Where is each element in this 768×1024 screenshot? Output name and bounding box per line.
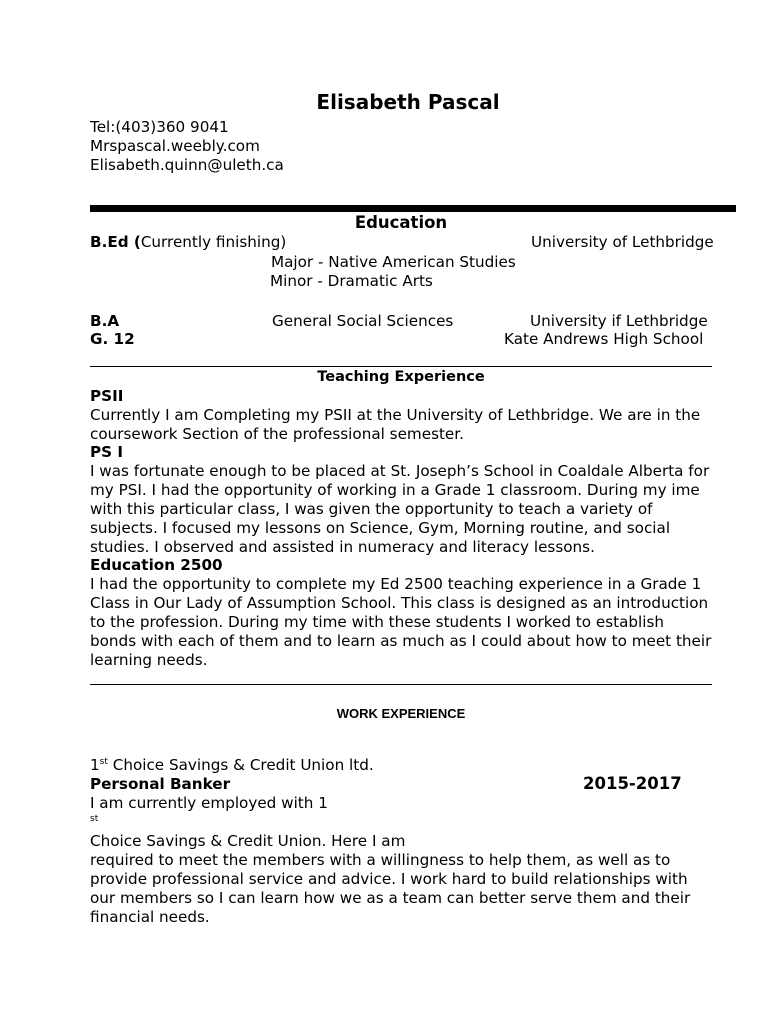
contact-website: Mrspascal.weebly.com bbox=[90, 137, 260, 155]
psii-description bbox=[90, 406, 712, 444]
line-prefix: I am currently employed with 1 bbox=[90, 794, 328, 812]
ba-school: University if Lethbridge bbox=[530, 312, 708, 330]
text-line: I was fortunate enough to be placed at St. Joseph’s School in Coaldale Alberta for bbox=[90, 462, 710, 480]
psii-title: PSII bbox=[90, 387, 124, 405]
section-divider bbox=[90, 684, 712, 685]
candidate-name: Elisabeth Pascal bbox=[316, 90, 500, 114]
bed-minor: Minor - Dramatic Arts bbox=[270, 272, 433, 290]
ed2500-title: Education 2500 bbox=[90, 556, 223, 574]
g12-label: G. 12 bbox=[90, 330, 135, 348]
education-heading: Education bbox=[354, 213, 448, 232]
g12-school: Kate Andrews High School bbox=[504, 330, 704, 348]
ed2500-description bbox=[90, 575, 712, 670]
text-line: subjects. I focused my lessons on Science, Gym, Morning routine, and social bbox=[90, 519, 671, 537]
ba-degree: B.A bbox=[90, 312, 120, 330]
text-line: Currently I am Completing my PSII at the University of Lethbridge. We are in the bbox=[90, 406, 701, 424]
bed-status: Currently finishing) bbox=[140, 233, 287, 251]
bed-line bbox=[90, 233, 286, 252]
teaching-heading: Teaching Experience bbox=[317, 369, 485, 385]
work-role: Personal Banker bbox=[90, 775, 231, 793]
text-line: my PSI. I had the opportunity of working in a Grade 1 classroom. During my ime bbox=[90, 481, 700, 499]
psi-title: PS I bbox=[90, 443, 124, 461]
work-years: 2015-2017 bbox=[583, 774, 682, 793]
line-superscript: st bbox=[90, 814, 99, 824]
org-prefix: 1 bbox=[90, 756, 100, 774]
text-line: required to meet the members with a willingness to help them, as well as to bbox=[90, 851, 671, 869]
text-line: coursework Section of the professional semester. bbox=[90, 425, 464, 443]
text-line: financial needs. bbox=[90, 908, 210, 926]
bed-degree: B.Ed ( bbox=[90, 233, 141, 251]
text-line: I had the opportunity to complete my Ed 2500 teaching experience in a Grade 1 bbox=[90, 575, 702, 593]
header-divider bbox=[90, 205, 736, 212]
work-organization bbox=[90, 756, 374, 775]
psi-description bbox=[90, 462, 712, 557]
text-line: with this particular class, I was given the opportunity to teach a variety of bbox=[90, 500, 653, 518]
ba-field: General Social Sciences bbox=[272, 312, 454, 330]
contact-email: Elisabeth.quinn@uleth.ca bbox=[90, 156, 284, 174]
text-line: our members so I can learn how we as a team can better serve them and their bbox=[90, 889, 691, 907]
contact-phone: Tel:(403)360 9041 bbox=[90, 118, 229, 136]
org-rest: Choice Savings & Credit Union ltd. bbox=[107, 756, 374, 774]
text-line: Class in Our Lady of Assumption School. This class is designed as an introduction bbox=[90, 594, 709, 612]
work-heading: WORK EXPERIENCE bbox=[336, 706, 466, 721]
bed-school: University of Lethbridge bbox=[531, 233, 714, 251]
work-description bbox=[90, 794, 712, 927]
line-rest: Choice Savings & Credit Union. Here I am bbox=[90, 832, 406, 850]
text-line: bonds with each of them and to learn as much as I could about how to meet their bbox=[90, 632, 712, 650]
org-superscript: st bbox=[99, 757, 108, 767]
text-line: studies. I observed and assisted in numeracy and literacy lessons. bbox=[90, 538, 595, 556]
bed-major: Major - Native American Studies bbox=[271, 253, 516, 271]
text-line: to the profession. During my time with these students I worked to establish bbox=[90, 613, 665, 631]
text-line bbox=[90, 794, 712, 851]
text-line: provide professional service and advice. I work hard to build relationships with bbox=[90, 870, 688, 888]
section-divider bbox=[90, 366, 712, 367]
text-line: learning needs. bbox=[90, 651, 208, 669]
